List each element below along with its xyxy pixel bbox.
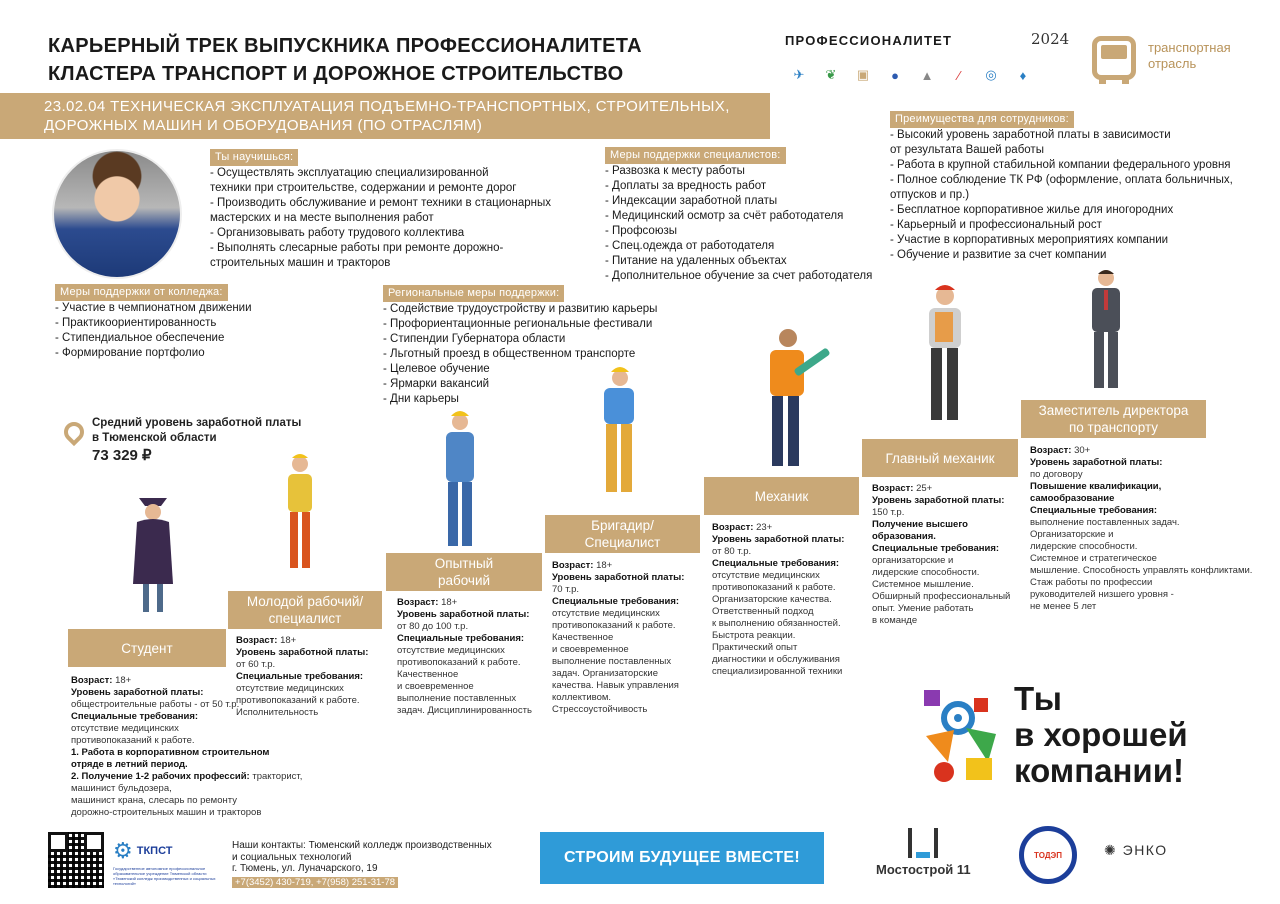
step-detail-line (872, 579, 1010, 591)
list-item: - Высокий уровень заработной платы в зависимости (890, 129, 1171, 141)
step-detail-text: не менее 5 лет (1030, 601, 1097, 612)
regional-support-label: Региональные меры поддержки: (383, 285, 564, 302)
step-detail-line (1030, 541, 1252, 553)
step-detail-text: 18+ (438, 597, 458, 608)
step-detail-label: Уровень заработной платы: (397, 609, 530, 620)
step-detail-line (397, 597, 532, 609)
specialist-support-list (605, 164, 872, 284)
step-detail-line (712, 570, 844, 582)
step-detail-line (397, 705, 532, 717)
step-detail-line (712, 534, 844, 546)
experienced-worker-figure (438, 408, 484, 554)
step-detail-text: выполнение поставленных задач. (1030, 517, 1180, 528)
step-detail-text: Качественное (552, 632, 614, 643)
step-details-young-worker (236, 635, 368, 719)
contacts-line-2: и социальных технологий (232, 851, 352, 863)
phone-numbers[interactable]: +7(3452) 430-719, +7(958) 251-31-78 (232, 877, 398, 889)
learn-section (210, 149, 551, 271)
step-detail-text: 30+ (1071, 445, 1091, 456)
step-title: Бригадир/ Специалист (584, 518, 661, 550)
list-item: - Льготный проезд в общественном транспорте (383, 348, 636, 360)
step-detail-text: Системное и стратегическое (1030, 553, 1157, 564)
location-pin-icon (60, 418, 88, 446)
step-detail-text: машинист бульдозера, (71, 783, 172, 794)
step-detail-line (397, 657, 532, 669)
step-detail-label: Уровень заработной платы: (552, 572, 685, 583)
title-line-1: КАРЬЕРНЫЙ ТРЕК ВЫПУСКНИКА ПРОФЕССИОНАЛИТЕТА (48, 35, 642, 57)
step-detail-label: Повышение квалификации, (1030, 481, 1162, 492)
list-item: отпусков и пр.) (890, 189, 970, 201)
step-title: Молодой рабочий/ специалист (246, 594, 364, 626)
step-detail-label: Специальные требования: (872, 543, 1000, 554)
mostostroy-name: Мостострой 11 (876, 862, 971, 877)
title-line-2: КЛАСТЕРА ТРАНСПОРТ И ДОРОЖНОЕ СТРОИТЕЛЬСТВО (48, 63, 624, 85)
step-detail-line (552, 692, 684, 704)
step-detail-text: Исполнительность (236, 707, 319, 718)
step-detail-line (552, 608, 684, 620)
gear-icon: ⚙ (113, 838, 133, 863)
specialty-banner (0, 93, 770, 139)
step-detail-text: Организаторские и (1030, 529, 1114, 540)
step-detail-line (872, 615, 1010, 627)
step-detail-line (872, 495, 1010, 507)
step-detail-line (872, 531, 1010, 543)
step-detail-label: Уровень заработной платы: (1030, 457, 1163, 468)
plane-icon: ✈ (793, 67, 805, 82)
step-mechanic (704, 477, 859, 515)
step-detail-line (1030, 565, 1252, 577)
step-detail-line (1030, 505, 1252, 517)
step-detail-line (552, 596, 684, 608)
leaf-icon: ❦ (825, 67, 837, 82)
young-worker-figure (278, 452, 322, 580)
step-detail-text: выполнение поставленных (552, 656, 672, 667)
step-detail-line (552, 572, 684, 584)
list-item: - Индексации заработной платы (605, 195, 778, 207)
step-detail-line (872, 567, 1010, 579)
step-detail-label: самообразование (1030, 493, 1115, 504)
salary-value: 73 329 ₽ (92, 447, 152, 464)
college-support-label: Меры поддержки от колледжа: (55, 284, 228, 301)
step-detail-line (1030, 529, 1252, 541)
step-title: Заместитель директора по транспорту (1038, 403, 1189, 435)
list-item: - Медицинский осмотр за счёт работодателя (605, 210, 844, 222)
step-detail-label: Возраст: (712, 522, 754, 533)
step-detail-label: Возраст: (71, 675, 113, 686)
list-item: - Практикоориентированность (55, 317, 217, 329)
program-year: 2024 (1031, 30, 1070, 48)
step-detail-text: тракторист, (249, 771, 303, 782)
list-item: - Стипендиальное обеспечение (55, 332, 225, 344)
step-detail-label: Получение высшего (872, 519, 968, 530)
drop-icon: ♦ (1019, 67, 1027, 83)
step-detail-text: опыт. Умение работать (872, 603, 974, 614)
step-detail-label: Специальные требования: (397, 633, 525, 644)
step-detail-text: Быстрота реакции. (712, 630, 796, 641)
step-detail-text: в команде (872, 615, 918, 626)
mountain-icon: ▲ (920, 67, 934, 83)
step-detail-line (1030, 481, 1252, 493)
step-detail-text: от 60 т.р. (236, 659, 276, 670)
step-detail-label: Возраст: (872, 483, 914, 494)
step-detail-line (712, 582, 844, 594)
step-detail-text: Стрессоустойчивость (552, 704, 648, 715)
step-detail-line (71, 807, 302, 819)
todep-logo (1019, 826, 1077, 884)
motto-line-3: компании! (1014, 752, 1184, 789)
step-detail-line (872, 555, 1010, 567)
step-detail-text: 18+ (593, 560, 613, 571)
learn-list (210, 166, 551, 271)
step-details-deputy-director (1030, 445, 1252, 613)
list-item: - Развозка к месту работы (605, 165, 745, 177)
step-detail-line (712, 654, 844, 666)
step-detail-text: Обширный профессиональный (872, 591, 1011, 602)
step-detail-line (712, 594, 844, 606)
step-detail-label: Уровень заработной платы: (712, 534, 845, 545)
step-detail-line (1030, 469, 1252, 481)
step-detail-label: Возраст: (552, 560, 594, 571)
step-detail-line (712, 546, 844, 558)
step-detail-text: и своевременное (397, 681, 474, 692)
list-item: - Профориентационные региональные фестивали (383, 318, 653, 330)
contacts-line-3: г. Тюмень, ул. Луначарского, 19 (232, 863, 378, 874)
step-detail-line (1030, 577, 1252, 589)
list-item: - Организовывать работу трудового коллектива (210, 227, 465, 239)
step-detail-line (552, 584, 684, 596)
step-detail-label: Уровень заработной платы: (71, 687, 204, 698)
step-title: Главный механик (885, 450, 995, 466)
step-detail-label: Уровень заработной платы: (236, 647, 369, 658)
step-detail-text: и своевременное (552, 644, 629, 655)
step-student (68, 629, 226, 667)
step-detail-line (236, 695, 368, 707)
step-detail-text: противопоказаний к работе. (397, 657, 521, 668)
step-detail-label: Специальные требования: (1030, 505, 1158, 516)
step-detail-text: дорожно-строительных машин и тракторов (71, 807, 262, 818)
step-detail-text: 18+ (112, 675, 132, 686)
step-detail-line (872, 603, 1010, 615)
list-item: - Производить обслуживание и ремонт техники в стационарных (210, 197, 552, 209)
step-detail-line (712, 666, 844, 678)
step-detail-label: Возраст: (236, 635, 278, 646)
employee-benefits-label: Преимущества для сотрудников: (890, 111, 1074, 128)
mostostroy-logo (876, 828, 971, 877)
step-detail-label: Возраст: (397, 597, 439, 608)
step-detail-line (552, 620, 684, 632)
step-detail-label: Специальные требования: (552, 596, 680, 607)
step-detail-label: отряде в летний период. (71, 759, 188, 770)
list-item: - Целевое обучение (383, 363, 490, 375)
step-detail-line (872, 483, 1010, 495)
step-detail-line (552, 632, 684, 644)
step-detail-line (71, 759, 302, 771)
enko-logo (1104, 842, 1168, 859)
motto-line-2: в хорошей (1014, 716, 1188, 753)
step-detail-label: Специальные требования: (712, 558, 840, 569)
step-detail-text: Системное мышление. (872, 579, 974, 590)
step-detail-line (872, 591, 1010, 603)
step-detail-line (1030, 445, 1252, 457)
step-detail-text: диагностики и обслуживания (712, 654, 840, 665)
specialist-support-label: Меры поддержки специалистов: (605, 147, 786, 164)
list-item: - Дни карьеры (383, 393, 459, 405)
step-detail-text: 150 т.р. (872, 507, 905, 518)
employee-benefits-list (890, 128, 1233, 263)
step-detail-text: к выполнению обязанностей. (712, 618, 841, 629)
college-logo (113, 838, 225, 886)
learn-label: Ты научишься: (210, 149, 298, 166)
cluster-icons (788, 64, 1034, 86)
mostostroy-icon (908, 828, 938, 858)
transport-bus-icon (1092, 36, 1136, 80)
step-detail-line (397, 633, 532, 645)
step-detail-label: Специальные требования: (236, 671, 364, 682)
step-detail-line (397, 609, 532, 621)
step-detail-line (712, 618, 844, 630)
step-detail-text: Ответственный подход (712, 606, 814, 617)
step-detail-label: Специальные требования: (71, 711, 199, 722)
list-item: - Доплаты за вредность работ (605, 180, 767, 192)
college-small-text: Государственное автономное профессиональное образовательное учреждение Тюменской области «Тюменский колледж производственных и социальных технологий» (113, 866, 216, 886)
step-detail-line (552, 560, 684, 572)
salary-title-line-1: Средний уровень заработной платы (92, 417, 302, 429)
step-detail-line (552, 704, 684, 716)
student-figure (125, 492, 181, 620)
list-item: - Участие в чемпионатном движении (55, 302, 252, 314)
list-item: мастерских и на месте выполнения работ (210, 212, 434, 224)
step-detail-text: задач. Организаторские (552, 668, 658, 679)
qr-code-icon[interactable] (48, 832, 104, 888)
todep-name: ТОДЭП (1034, 850, 1062, 860)
list-item: строительных машин и тракторов (210, 257, 391, 269)
step-detail-text: отсутствие медицинских (712, 570, 820, 581)
step-details-mechanic (712, 522, 844, 678)
target-icon: ◎ (985, 67, 997, 82)
specialty-line-2: ДОРОЖНЫХ МАШИН И ОБОРУДОВАНИЯ (ПО ОТРАСЛЯМ) (44, 117, 483, 134)
step-detail-line (552, 668, 684, 680)
step-detail-text: общестроительные работы - от 50 т.р. (71, 699, 240, 710)
step-foreman (545, 515, 700, 553)
list-item: - Профсоюзы (605, 225, 677, 237)
step-detail-text: от 80 т.р. (712, 546, 752, 557)
step-detail-line (236, 671, 368, 683)
step-detail-line (236, 647, 368, 659)
step-detail-text: отсутствие медицинских (71, 723, 179, 734)
step-detail-text: противопоказаний к работе. (236, 695, 360, 706)
step-detail-text: Стаж работы по профессии (1030, 577, 1153, 588)
brain-icon: ● (891, 67, 899, 83)
step-experienced-worker (386, 553, 542, 591)
step-detail-text: по договору (1030, 469, 1083, 480)
step-detail-text: Практический опыт (712, 642, 798, 653)
step-title: Студент (121, 640, 173, 656)
step-detail-label: 1. Работа в корпоративном строительном (71, 747, 270, 758)
step-detail-line (71, 795, 302, 807)
step-detail-line (1030, 553, 1252, 565)
motto (1014, 681, 1188, 789)
specialist-support-section (605, 147, 872, 284)
foreman-figure (596, 364, 644, 498)
step-detail-line (872, 543, 1010, 555)
step-detail-text: лидерские способности. (872, 567, 980, 578)
step-detail-text: 25+ (913, 483, 933, 494)
step-detail-line (872, 519, 1010, 531)
step-detail-line (1030, 457, 1252, 469)
step-details-experienced-worker (397, 597, 532, 717)
step-young-worker (228, 591, 382, 629)
specialty-line-1: 23.02.04 ТЕХНИЧЕСКАЯ ЭКСПЛУАТАЦИЯ ПОДЪЕМНО-ТРАНСПОРТНЫХ, СТРОИТЕЛЬНЫХ, (44, 98, 730, 115)
enko-name: ЭНКО (1122, 842, 1168, 858)
list-item: - Спец.одежда от работодателя (605, 240, 775, 252)
step-detail-line (71, 735, 302, 747)
cluster-logo-icon (918, 684, 1000, 788)
step-detail-label: образования. (872, 531, 936, 542)
step-detail-line (1030, 517, 1252, 529)
list-item: - Полное соблюдение ТК РФ (оформление, оплата больничных, (890, 174, 1233, 186)
step-detail-label: 2. Получение 1-2 рабочих профессий: (71, 771, 250, 782)
contacts-line-1: Наши контакты: Тюменский колледж производственных (232, 840, 492, 851)
step-detail-line (71, 723, 302, 735)
step-detail-text: от 80 до 100 т.р. (397, 621, 469, 632)
list-item: - Дополнительное обучение за счет работодателя (605, 270, 873, 282)
step-detail-line (712, 642, 844, 654)
step-detail-text: коллективом. (552, 692, 612, 703)
step-detail-text: 18+ (277, 635, 297, 646)
step-detail-line (397, 645, 532, 657)
sun-icon: ✺ (1104, 842, 1118, 858)
step-detail-text: специализированной техники (712, 666, 843, 677)
step-details-foreman (552, 560, 684, 716)
step-detail-line (236, 707, 368, 719)
step-detail-text: качества. Навык управления (552, 680, 679, 691)
step-title: Механик (754, 488, 809, 504)
slash-icon: ⁄ (957, 67, 961, 83)
step-detail-line (71, 747, 302, 759)
deputy-director-figure (1084, 266, 1128, 394)
list-item: - Выполнять слесарные работы при ремонте дорожно- (210, 242, 504, 254)
step-detail-line (872, 507, 1010, 519)
step-detail-text: противопоказаний к работе. (552, 620, 676, 631)
motto-line-1: Ты (1014, 680, 1062, 717)
list-item: - Питание на удаленных объектах (605, 255, 787, 267)
step-chief-mechanic (862, 439, 1018, 477)
step-detail-text: противопоказаний к работе. (712, 582, 836, 593)
list-item: - Стипендии Губернатора области (383, 333, 566, 345)
step-detail-line (1030, 493, 1252, 505)
step-detail-text: Качественное (397, 669, 459, 680)
college-support-section (55, 284, 252, 361)
list-item: - Ярмарки вакансий (383, 378, 490, 390)
step-detail-line (1030, 601, 1252, 613)
step-deputy-director (1021, 400, 1206, 438)
step-detail-line (236, 635, 368, 647)
step-detail-line (552, 680, 684, 692)
step-detail-line (397, 621, 532, 633)
list-item: - Осуществлять эксплуатацию специализированной (210, 167, 489, 179)
graduate-photo (52, 149, 182, 279)
step-detail-line (712, 558, 844, 570)
step-detail-line (236, 683, 368, 695)
step-detail-text: отсутствие медицинских (236, 683, 344, 694)
page-title (48, 32, 748, 88)
step-detail-text: машинист крана, слесарь по ремонту (71, 795, 237, 806)
chief-mechanic-figure (915, 282, 993, 426)
step-detail-line (71, 783, 302, 795)
step-detail-text: мышление. Способность управлять конфликтами. (1030, 565, 1253, 576)
step-detail-line (712, 522, 844, 534)
step-detail-line (397, 693, 532, 705)
step-detail-label: Уровень заработной платы: (872, 495, 1005, 506)
step-detail-line (552, 656, 684, 668)
cta-banner: СТРОИМ БУДУЩЕЕ ВМЕСТЕ! (540, 832, 824, 884)
list-item: - Участие в корпоративных мероприятиях компании (890, 234, 1169, 246)
step-detail-text: Организаторские качества. (712, 594, 832, 605)
contacts (232, 840, 492, 888)
bus-icon: ▣ (856, 67, 870, 82)
step-detail-text: организаторские и (872, 555, 954, 566)
step-detail-label: Возраст: (1030, 445, 1072, 456)
college-abbr: ТКПСТ (136, 845, 173, 857)
step-detail-text: 70 т.р. (552, 584, 580, 595)
list-item: - Содействие трудоустройству и развитию карьеры (383, 303, 658, 315)
program-name: ПРОФЕССИОНАЛИТЕТ (785, 33, 953, 48)
salary-title-line-2: в Тюменской области (92, 432, 217, 444)
step-detail-line (236, 659, 368, 671)
college-support-list (55, 301, 252, 361)
mechanic-figure (758, 324, 838, 472)
step-detail-text: отсутствие медицинских (397, 645, 505, 656)
list-item: от результата Вашей работы (890, 144, 1044, 156)
step-title: Опытный рабочий (434, 556, 494, 588)
step-detail-text: противопоказаний к работе. (71, 735, 195, 746)
list-item: - Карьерный и профессиональный рост (890, 219, 1102, 231)
salary-title (92, 416, 301, 446)
step-detail-text: лидерские способности. (1030, 541, 1138, 552)
step-detail-text: выполнение поставленных (397, 693, 517, 704)
list-item: - Бесплатное корпоративное жилье для иногородних (890, 204, 1174, 216)
step-details-chief-mechanic (872, 483, 1010, 627)
step-detail-line (71, 771, 302, 783)
step-detail-line (552, 644, 684, 656)
list-item: - Формирование портфолио (55, 347, 205, 359)
step-detail-line (1030, 589, 1252, 601)
step-detail-text: задач. Дисциплинированность (397, 705, 532, 716)
branch-label: транспортная отрасль (1148, 40, 1231, 71)
list-item: техники при строительстве, содержании и ремонте дорог (210, 182, 517, 194)
step-detail-line (712, 606, 844, 618)
step-detail-line (397, 681, 532, 693)
step-detail-text: 23+ (753, 522, 773, 533)
step-detail-text: руководителей низшего уровня - (1030, 589, 1174, 600)
step-detail-line (397, 669, 532, 681)
step-detail-text: отсутствие медицинских (552, 608, 660, 619)
step-detail-line (712, 630, 844, 642)
list-item: - Обучение и развитие за счет компании (890, 249, 1107, 261)
list-item: - Работа в крупной стабильной компании федерального уровня (890, 159, 1231, 171)
employee-benefits-section (890, 111, 1233, 263)
